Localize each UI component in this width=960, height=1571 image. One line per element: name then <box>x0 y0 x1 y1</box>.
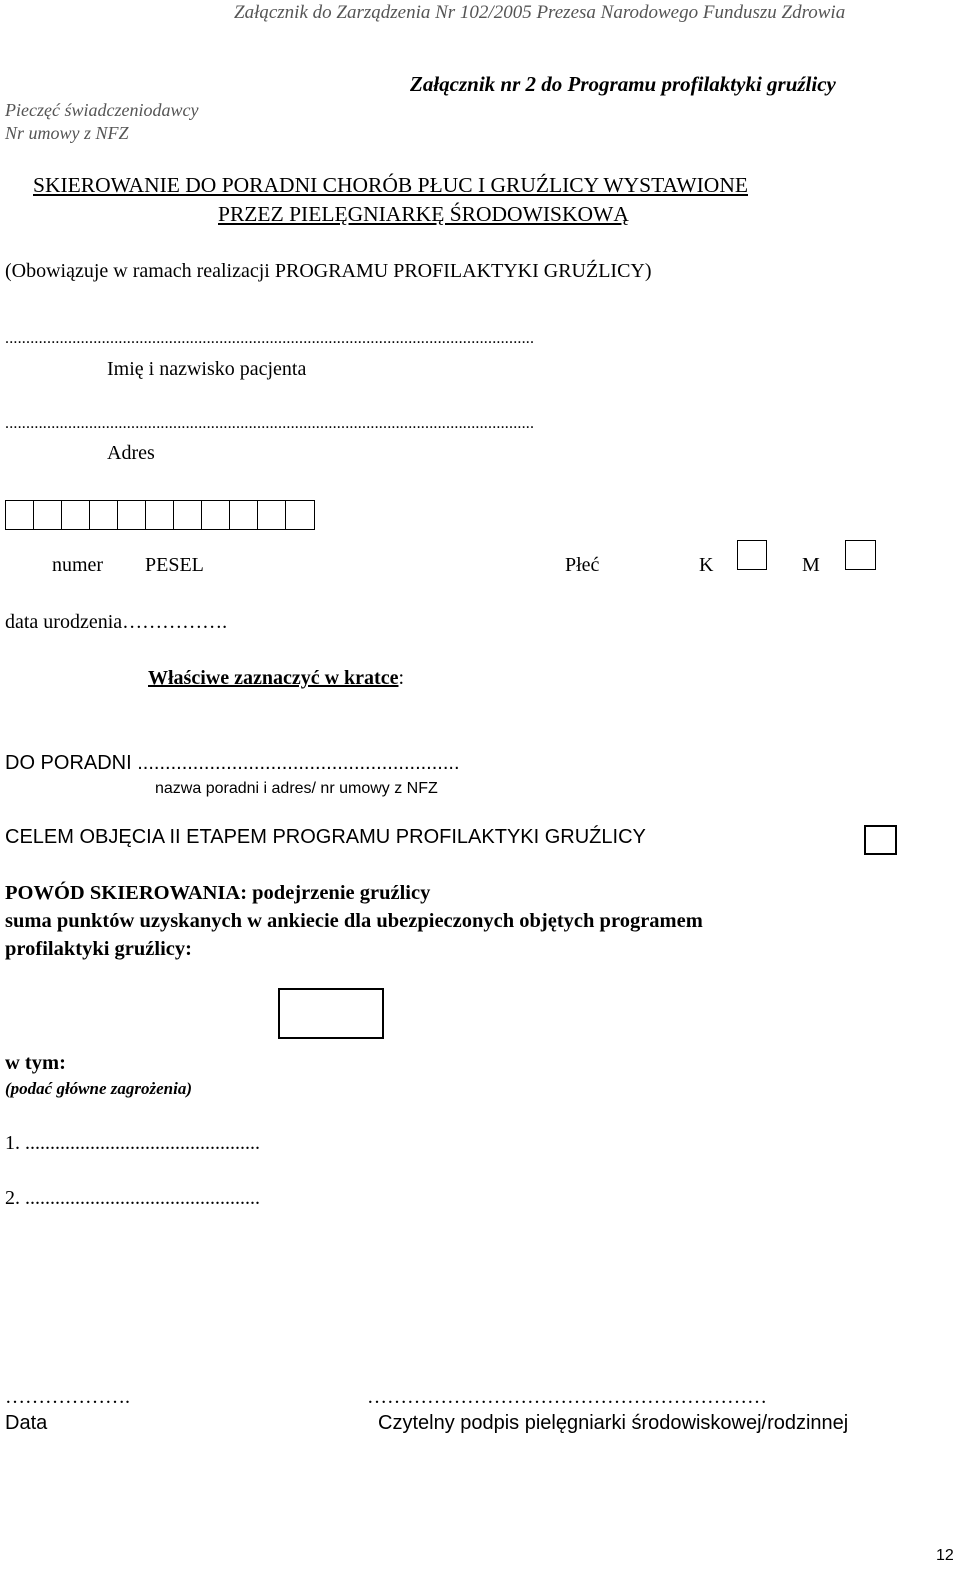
annex-program-header: Załącznik nr 2 do Programu profilaktyki gruźlicy <box>410 72 836 96</box>
patient-name-label: Imię i nazwisko pacjenta <box>107 358 307 380</box>
document-title-line1: SKIEROWANIE DO PORADNI CHORÓB PŁUC I GRUŹLICY WYSTAWIONE <box>33 173 748 197</box>
patient-address-label: Adres <box>107 442 155 464</box>
date-label: Data <box>5 1412 48 1434</box>
pesel-digit-box[interactable] <box>33 500 63 530</box>
sex-label: Płeć <box>565 554 600 576</box>
pesel-digit-box[interactable] <box>201 500 231 530</box>
document-title-line2: PRZEZ PIELĘGNIARKĘ ŚRODOWISKOWĄ <box>218 202 629 226</box>
pesel-digit-box[interactable] <box>61 500 91 530</box>
referral-reason: POWÓD SKIEROWANIA: podejrzenie gruźlicy <box>5 882 431 904</box>
check-instruction-colon: : <box>398 667 405 689</box>
document-subtitle: (Obowiązuje w ramach realizacji PROGRAMU PROFILAKTYKI GRUŹLICY) <box>5 260 652 282</box>
pesel-numer-label: numer <box>52 554 104 576</box>
check-instruction <box>148 667 404 690</box>
threat-item-1[interactable]: 1. ............................................... <box>5 1132 260 1154</box>
birth-date-field[interactable]: data urodzenia……………. <box>5 611 228 633</box>
patient-address-field[interactable]: .............................................................................................................................. <box>5 415 535 432</box>
pesel-digit-box[interactable] <box>117 500 147 530</box>
signature-dots[interactable]: …………………………………………………… <box>367 1386 767 1408</box>
points-score-box[interactable] <box>278 988 384 1039</box>
threats-hint: (podać główne zagrożenia) <box>5 1079 192 1098</box>
pesel-digit-box[interactable] <box>285 500 315 530</box>
stage-label: CELEM OBJĘCIA II ETAPEM PROGRAMU PROFILAKTYKI GRUŹLICY <box>5 826 646 848</box>
annex-order-header: Załącznik do Zarządzenia Nr 102/2005 Prezesa Narodowego Funduszu Zdrowia <box>234 2 846 23</box>
date-dots[interactable]: ………………. <box>5 1386 130 1408</box>
pesel-digit-box[interactable] <box>89 500 119 530</box>
threat-item-2[interactable]: 2. ............................................... <box>5 1187 260 1209</box>
pesel-input-boxes[interactable] <box>5 500 313 530</box>
page-number: 12 <box>936 1547 954 1564</box>
provider-stamp-label: Pieczęć świadczeniodawcy <box>5 100 199 120</box>
points-label-line2: profilaktyki gruźlicy: <box>5 938 192 960</box>
pesel-digit-box[interactable] <box>229 500 259 530</box>
check-instruction-text: Właściwe zaznaczyć w kratce <box>148 667 399 689</box>
pesel-digit-box[interactable] <box>257 500 287 530</box>
nfz-contract-label: Nr umowy z NFZ <box>5 123 129 143</box>
pesel-digit-box[interactable] <box>173 500 203 530</box>
sex-m-checkbox[interactable] <box>845 540 876 570</box>
points-label-line1: suma punktów uzyskanych w ankiecie dla ubezpieczonych objętych programem <box>5 910 703 932</box>
pesel-label: PESEL <box>145 554 204 576</box>
stage-checkbox[interactable] <box>864 825 897 855</box>
patient-name-field[interactable]: .............................................................................................................................. <box>5 330 535 347</box>
clinic-field[interactable]: DO PORADNI .......................................................... <box>5 752 460 774</box>
sex-m-label: M <box>802 554 820 576</box>
sex-k-label: K <box>699 554 714 576</box>
pesel-digit-box[interactable] <box>5 500 35 530</box>
including-label: w tym: <box>5 1052 66 1074</box>
pesel-digit-box[interactable] <box>145 500 175 530</box>
clinic-hint: nazwa poradni i adres/ nr umowy z NFZ <box>155 780 438 797</box>
sex-k-checkbox[interactable] <box>737 540 767 570</box>
signature-label: Czytelny podpis pielęgniarki środowiskowej/rodzinnej <box>378 1412 849 1434</box>
